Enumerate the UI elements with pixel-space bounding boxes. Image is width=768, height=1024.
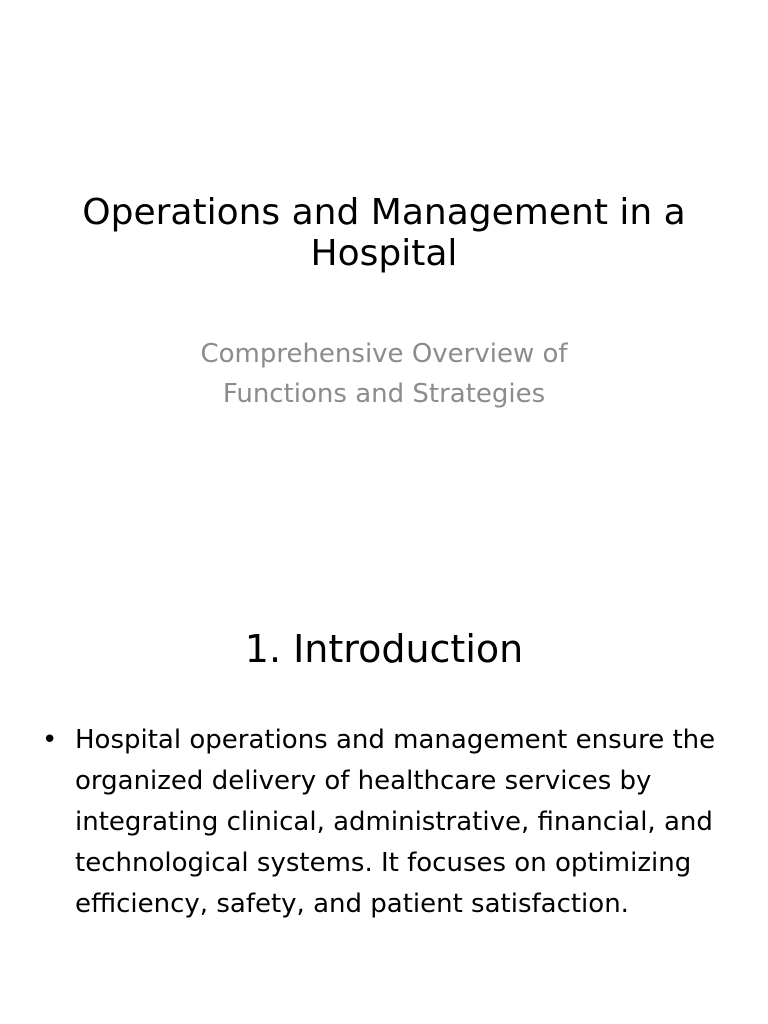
bullet-text: Hospital operations and management ensure the organized delivery of healthcare services by integrating clinical, administrative, financial, and technological systems. It focuses on optimizing efficiency, safety, and patient satisfaction. [75,725,716,919]
slide-title: 1. Introduction [244,627,524,671]
bullet-icon: • [42,725,58,755]
presentation-subtitle: Comprehensive Overview of Functions and Strategies [200,339,568,409]
list-item [42,720,732,925]
introduction-slide [0,576,768,1024]
presentation-title: Operations and Management in a Hospital [82,192,686,274]
bullet-list [42,720,732,925]
